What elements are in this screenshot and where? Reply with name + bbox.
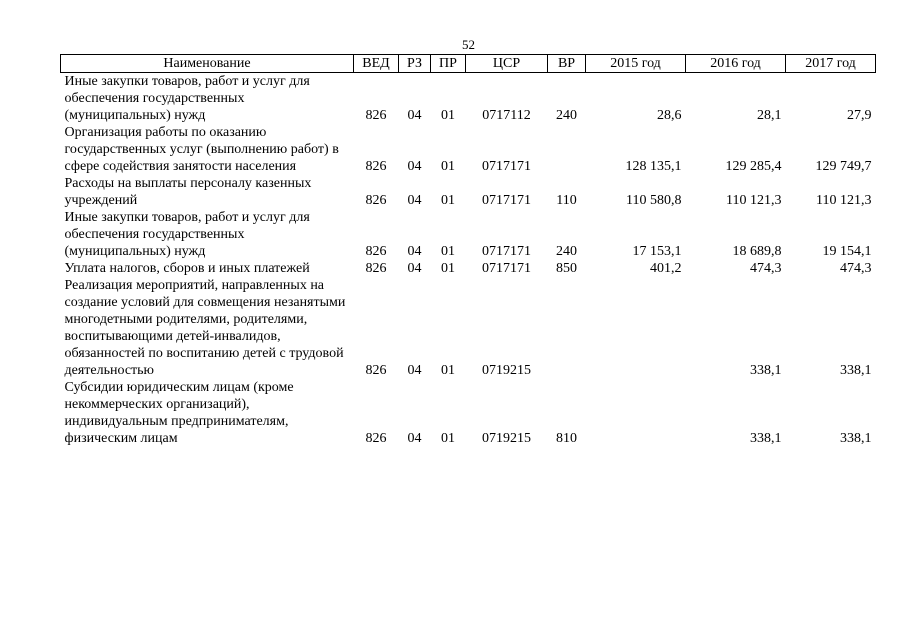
row-2016: 338,1 — [750, 431, 782, 446]
row-pr: 01 — [441, 261, 455, 276]
row-2016: 474,3 — [750, 261, 782, 276]
header-pr: ПР — [431, 55, 466, 73]
row-pr: 01 — [441, 244, 455, 259]
row-2017: 338,1 — [840, 363, 872, 378]
row-pr: 01 — [441, 431, 455, 446]
budget-table — [60, 54, 876, 447]
row-pr: 01 — [441, 363, 455, 378]
row-2017: 27,9 — [847, 108, 872, 123]
row-ved: 826 — [365, 431, 387, 446]
row-rz: 04 — [407, 108, 422, 123]
row-name: Иные закупки товаров, работ и услуг для обеспечения государственных (муниципальных) нужд — [64, 210, 310, 259]
row-csr: 0717171 — [482, 244, 531, 259]
table-row — [61, 73, 876, 125]
row-name: Субсидии юридическим лицам (кроме некоммерческих организаций), индивидуальным предпринимателям, физическим лицам — [64, 380, 294, 446]
row-2015: 401,2 — [650, 261, 682, 276]
row-vr: 110 — [556, 193, 577, 208]
row-pr: 01 — [441, 159, 455, 174]
row-vr: 850 — [556, 261, 577, 276]
header-2017: 2017 год — [786, 55, 876, 73]
row-rz: 04 — [407, 193, 422, 208]
row-vr: 810 — [556, 431, 577, 446]
row-name: Уплата налогов, сборов и иных платежей — [64, 261, 310, 276]
row-ved: 826 — [365, 108, 387, 123]
row-pr: 01 — [441, 193, 455, 208]
row-csr: 0719215 — [482, 431, 531, 446]
row-ved: 826 — [365, 363, 387, 378]
header-row — [61, 55, 876, 73]
header-rz: РЗ — [399, 55, 431, 73]
row-rz: 04 — [407, 261, 422, 276]
row-vr — [548, 124, 586, 175]
header-vr: ВР — [548, 55, 586, 73]
row-rz: 04 — [407, 431, 422, 446]
header-csr: ЦСР — [466, 55, 548, 73]
row-2017: 19 154,1 — [822, 244, 872, 259]
row-csr: 0717171 — [482, 193, 531, 208]
row-csr: 0717112 — [482, 108, 531, 123]
row-2016: 18 689,8 — [732, 244, 782, 259]
row-2016: 28,1 — [757, 108, 782, 123]
row-2015: 110 580,8 — [626, 193, 682, 208]
row-pr: 01 — [441, 108, 455, 123]
table-row — [61, 277, 876, 379]
row-name: Организация работы по оказанию государственных услуг (выполнению работ) в сфере содействия занятости населения — [64, 125, 339, 174]
row-ved: 826 — [365, 261, 387, 276]
row-2017: 474,3 — [840, 261, 872, 276]
row-name: Реализация мероприятий, направленных на создание условий для совмещения незанятыми многодетными родителями, родителями, воспитывающими детей-инвалидов, обязанностей по воспитанию детей с трудовой деятельностью — [64, 278, 346, 378]
row-rz: 04 — [407, 244, 422, 259]
table-row — [61, 175, 876, 209]
row-2015: 128 135,1 — [625, 159, 682, 174]
header-name: Наименование — [61, 55, 354, 73]
row-2015 — [586, 277, 686, 379]
row-csr: 0717171 — [482, 159, 531, 174]
row-2015: 17 153,1 — [632, 244, 682, 259]
header-2015: 2015 год — [586, 55, 686, 73]
row-ved: 826 — [365, 244, 387, 259]
row-vr — [548, 277, 586, 379]
table-row — [61, 209, 876, 260]
table-row — [61, 124, 876, 175]
row-2015: 28,6 — [657, 108, 682, 123]
row-vr: 240 — [556, 244, 577, 259]
table-row — [61, 379, 876, 447]
row-2017: 338,1 — [840, 431, 872, 446]
header-2016: 2016 год — [686, 55, 786, 73]
row-name: Расходы на выплаты персоналу казенных учреждений — [64, 176, 312, 208]
row-vr: 240 — [556, 108, 577, 123]
table-row — [61, 260, 876, 277]
row-csr: 0719215 — [482, 363, 531, 378]
row-2017: 110 121,3 — [816, 193, 872, 208]
row-ved: 826 — [365, 159, 387, 174]
row-2016: 338,1 — [750, 363, 782, 378]
page-number: 52 — [462, 37, 475, 52]
row-rz: 04 — [407, 363, 422, 378]
row-csr: 0717171 — [482, 261, 531, 276]
row-ved: 826 — [365, 193, 387, 208]
row-2015 — [586, 379, 686, 447]
header-ved: ВЕД — [354, 55, 399, 73]
row-name: Иные закупки товаров, работ и услуг для обеспечения государственных (муниципальных) нужд — [64, 74, 310, 123]
row-2016: 110 121,3 — [726, 193, 782, 208]
row-rz: 04 — [407, 159, 422, 174]
row-2017: 129 749,7 — [815, 159, 872, 174]
row-2016: 129 285,4 — [725, 159, 782, 174]
